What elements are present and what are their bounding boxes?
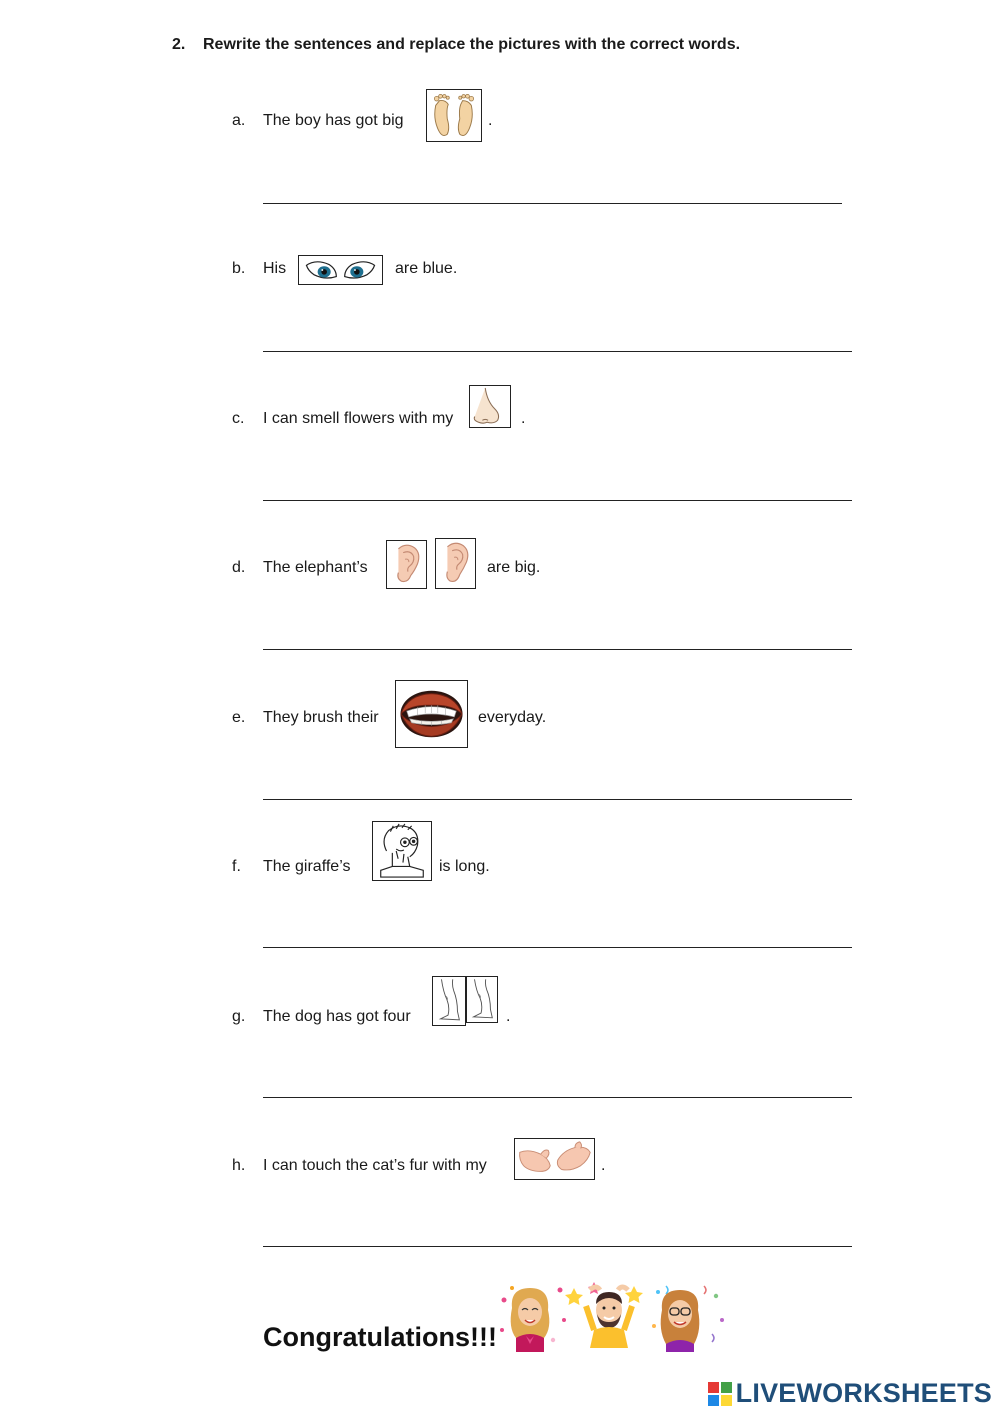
- hands-icon: [515, 1139, 594, 1179]
- sentence-before: They brush their: [263, 709, 379, 726]
- celebrating-avatars-icon: [498, 1280, 726, 1352]
- answer-line[interactable]: [263, 203, 842, 204]
- sentence-after: is long.: [439, 858, 490, 875]
- answer-line[interactable]: [263, 1097, 852, 1098]
- ear-picture-right: [435, 538, 476, 589]
- item-letter: g.: [232, 1008, 246, 1025]
- congratulations-text: Congratulations!!!: [263, 1322, 497, 1352]
- sentence-after: .: [506, 1008, 511, 1025]
- sentence-before: The dog has got four: [263, 1008, 411, 1025]
- sentence-before: The boy has got big: [263, 112, 404, 129]
- teeth-icon: [396, 681, 467, 747]
- leg-icon: [433, 977, 465, 1025]
- celebration-avatars: [498, 1280, 726, 1352]
- teeth-picture: [395, 680, 468, 748]
- answer-line[interactable]: [263, 799, 852, 800]
- sentence-after: .: [601, 1157, 606, 1174]
- eyes-icon: [299, 256, 382, 284]
- liveworksheets-brand: [708, 1378, 992, 1409]
- feet-picture: [426, 89, 482, 142]
- exercise-instruction: Rewrite the sentences and replace the pictures with the correct words.: [203, 36, 741, 53]
- sentence-after: .: [488, 112, 493, 129]
- item-letter: e.: [232, 709, 246, 726]
- leg-icon: [467, 977, 497, 1022]
- sentence-after: everyday.: [478, 709, 547, 726]
- liveworksheets-logo-icon: [708, 1382, 732, 1406]
- leg-picture-left: [432, 976, 466, 1026]
- answer-line[interactable]: [263, 649, 852, 650]
- sentence-after: are big.: [487, 559, 541, 576]
- answer-line[interactable]: [263, 500, 852, 501]
- leg-picture-right: [466, 976, 498, 1023]
- neck-picture: [372, 821, 432, 881]
- item-letter: c.: [232, 410, 245, 427]
- sentence-after: .: [521, 410, 526, 427]
- ear-icon: [436, 539, 475, 588]
- answer-line[interactable]: [263, 947, 852, 948]
- nose-icon: [470, 386, 510, 427]
- sentence-before: His: [263, 260, 287, 277]
- nose-picture: [469, 385, 511, 428]
- ear-icon: [387, 541, 426, 588]
- neck-icon: [373, 822, 431, 880]
- sentence-before: The giraffe’s: [263, 858, 351, 875]
- sentence-before: I can smell flowers with my: [263, 410, 454, 427]
- item-letter: d.: [232, 559, 246, 576]
- sentence-after: are blue.: [395, 260, 458, 277]
- item-letter: h.: [232, 1157, 246, 1174]
- hands-picture: [514, 1138, 595, 1180]
- item-letter: b.: [232, 260, 246, 277]
- eyes-picture: [298, 255, 383, 285]
- item-letter: f.: [232, 858, 241, 875]
- brand-name: LIVEWORKSHEETS: [735, 1378, 992, 1408]
- item-letter: a.: [232, 112, 246, 129]
- exercise-number: 2.: [172, 36, 186, 53]
- answer-line[interactable]: [263, 1246, 852, 1247]
- exercise-heading: [172, 36, 740, 54]
- sentence-before: I can touch the cat’s fur with my: [263, 1157, 487, 1174]
- feet-icon: [427, 90, 481, 141]
- sentence-before: The elephant’s: [263, 559, 368, 576]
- answer-line[interactable]: [263, 351, 852, 352]
- ear-picture-left: [386, 540, 427, 589]
